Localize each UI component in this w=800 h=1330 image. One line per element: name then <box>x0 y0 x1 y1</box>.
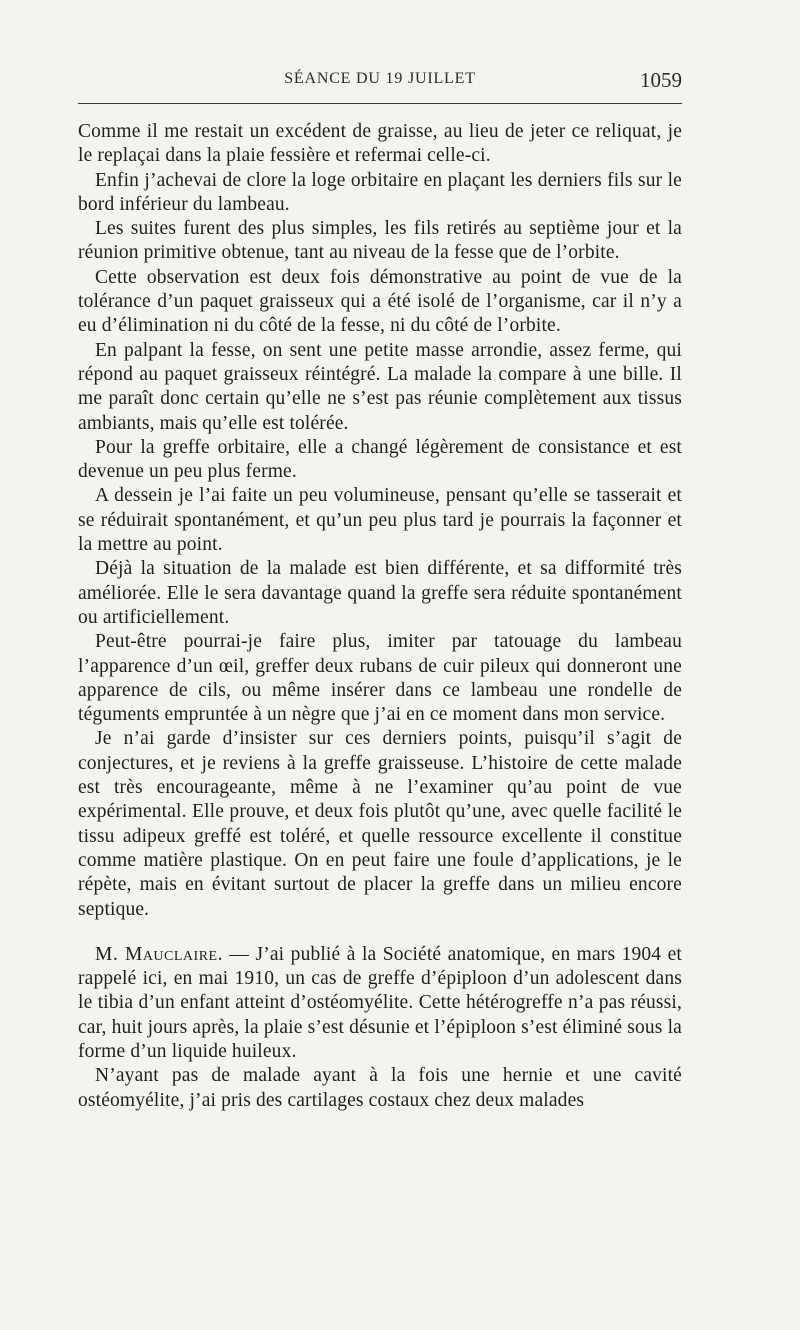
paragraph: Enfin j’achevai de clore la loge orbitaire en plaçant les derniers fils sur le bord inférieur du lambeau. <box>78 169 682 215</box>
paragraph: Je n’ai garde d’insister sur ces derniers points, puisqu’il s’agit de conjectures, et je reviens à la greffe graisseuse. L’histoire de cette malade est très encourageante, même à ne l’examiner qu’au point de vue expérimental. Elle prouve, et deux fois plutôt qu’une, avec quelle facilité le tissu adipeux greffé est toléré, et quelle ressource excellente il constitue comme matière plastique. On en peut faire une foule d’applications, je le répète, mais en évitant surtout de placer la greffe dans un milieu encore septique. <box>78 728 682 920</box>
paragraph: Pour la greffe orbitaire, elle a changé légèrement de consistance et est devenue un peu plus ferme. <box>78 436 682 483</box>
running-title: SÉANCE DU 19 JUILLET <box>284 70 476 87</box>
paragraph: Les suites furent des plus simples, les fils retirés au septième jour et la réunion primitive obtenue, tant au niveau de la fesse que de l’orbite. <box>78 218 682 264</box>
page-number: 1059 <box>640 68 682 92</box>
paragraph: Cette observation est deux fois démonstrative au point de vue de la tolérance d’un paquet graisseux qui a été isolé de l’organisme, car il n’y a eu d’élimination ni du côté de la fesse, ni du côté de l’orbite. <box>78 266 682 337</box>
speaker-paragraph <box>78 943 682 1064</box>
paragraph: Comme il me restait un excédent de graisse, au lieu de jeter ce reliquat, je le replaçai dans la plaie fessière et refermai celle-ci. <box>78 121 682 167</box>
speaker-name: M. Mauclaire. <box>95 943 223 965</box>
paragraph: En palpant la fesse, on sent une petite masse arrondie, assez ferme, qui répond au paquet graisseux réintégré. La malade la compare à une bille. Il me paraît donc certain qu’elle ne s’est pas réunie complètement aux tissus ambiants, mais qu’elle est tolérée. <box>78 339 682 434</box>
paragraph: Peut-être pourrai-je faire plus, imiter par tatouage du lambeau l’apparence d’un œil, greffer deux rubans de cuir pileux qui donneront une apparence de cils, ou même insérer dans ce lambeau une rondelle de téguments empruntée à un nègre que j’ai en ce moment dans mon service. <box>78 631 682 726</box>
body-text <box>78 120 682 1113</box>
speaker-text: — J’ai publié à la Société anatomique, en mars 1904 et rappelé ici, en mai 1910, un cas de greffe d’épiploon d’un adolescent dans le tibia d’un enfant atteint d’ostéomyélite. Cette hétérogreffe n’a pas réussi, car, huit jours après, la plaie s’est désunie et l’épiploon s’est éliminé sous la forme d’un liquide huileux. <box>78 943 683 1062</box>
running-header <box>78 68 682 96</box>
paragraph: N’ayant pas de malade ayant à la fois une hernie et une cavité ostéomyélite, j’ai pris des cartilages costaux chez deux malades <box>78 1065 682 1111</box>
paragraph: Déjà la situation de la malade est bien différente, et sa difformité très améliorée. Elle le sera davantage quand la greffe sera réduite spontanément ou artificiellement. <box>78 558 682 628</box>
paragraph: A dessein je l’ai faite un peu volumineuse, pensant qu’elle se tasserait et se réduirait spontanément, et qu’un peu plus tard je pourrais la façonner et la mettre au point. <box>78 485 682 556</box>
header-rule <box>78 103 682 104</box>
